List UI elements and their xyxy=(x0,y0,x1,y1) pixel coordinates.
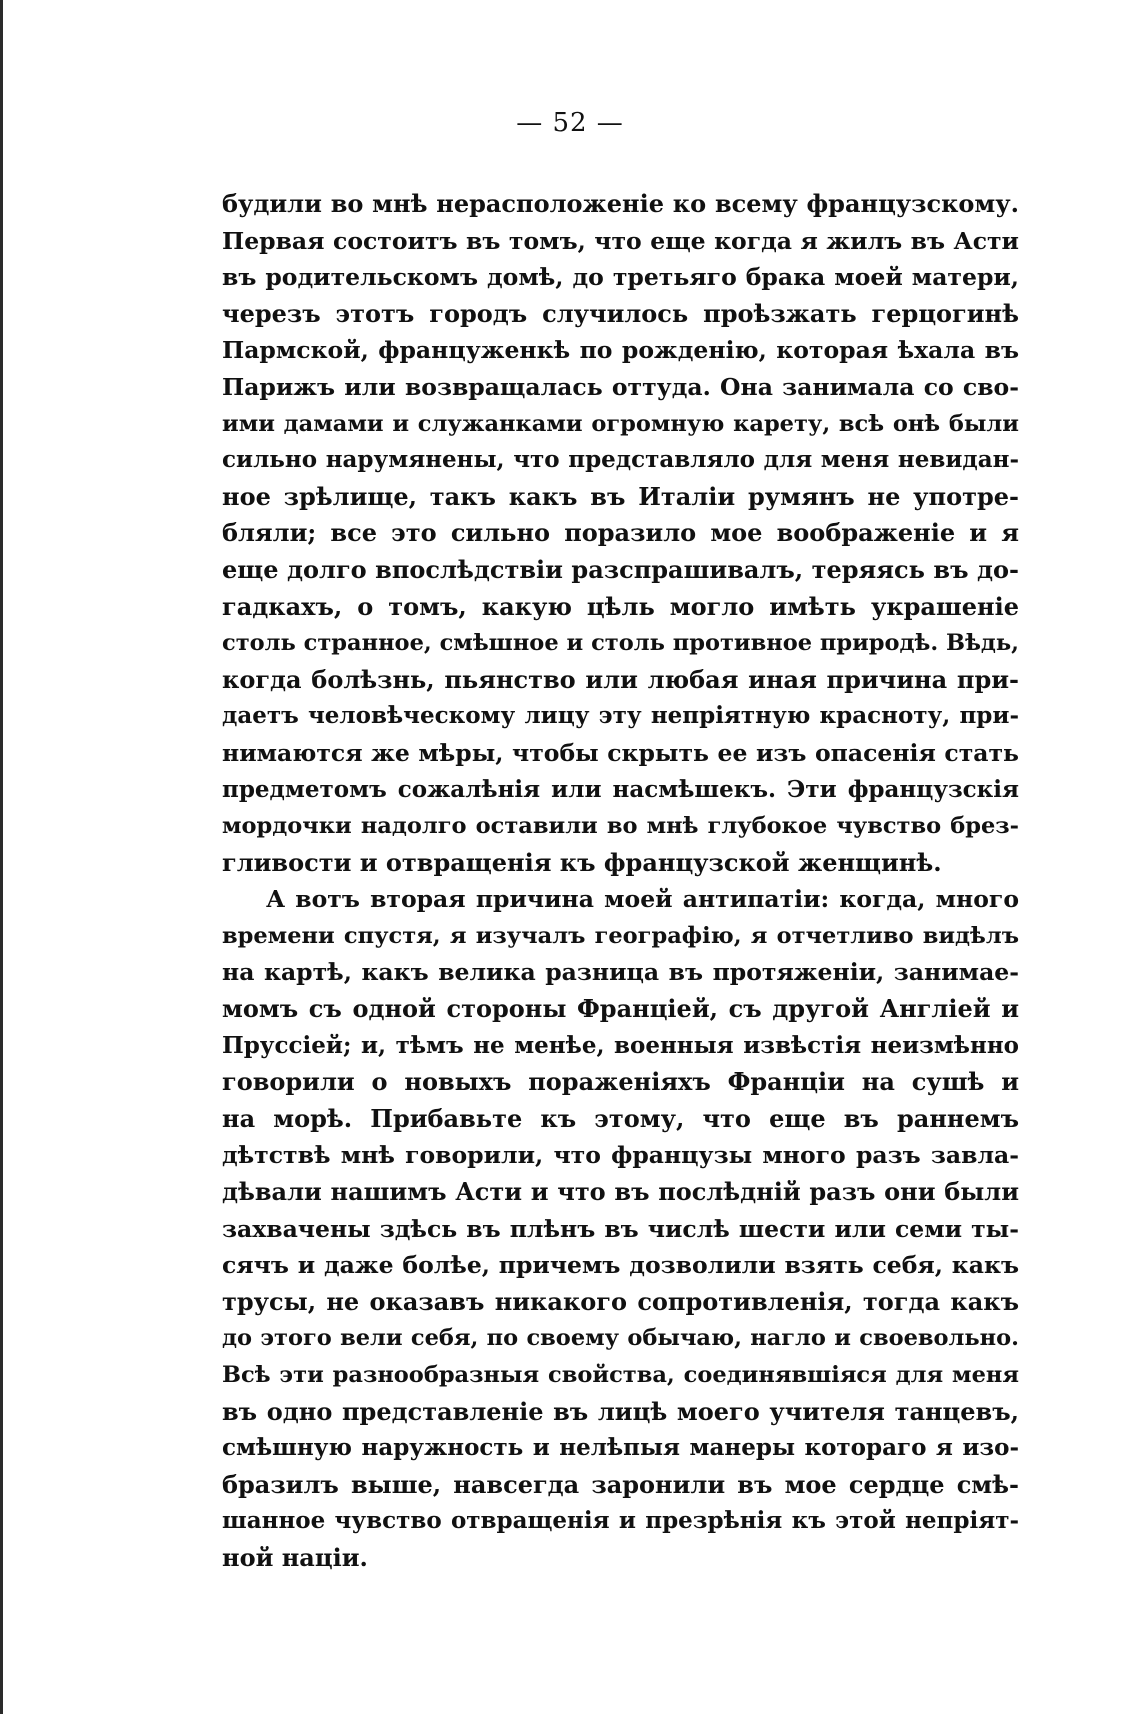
text-line: на морѣ. Прибавьте къ этому, что еще въ раннемъ xyxy=(222,1103,1019,1133)
paragraph-1 xyxy=(222,186,1019,881)
body-text xyxy=(222,186,1019,1577)
text-line: Первая состоитъ въ томъ, что еще когда я жилъ въ Асти xyxy=(222,226,1019,255)
text-line: ное зрѣлище, такъ какъ въ Италіи румянъ не употре- xyxy=(222,481,1019,511)
text-line: дѣтствѣ мнѣ говорили, что французы много разъ завла- xyxy=(222,1141,1019,1170)
text-line: дѣвали нашимъ Асти и что въ послѣдній разъ они были xyxy=(222,1177,1019,1207)
text-line: Пармской, француженкѣ по рожденію, которая ѣхала въ xyxy=(222,336,1019,365)
text-line: на картѣ, какъ велика разница въ протяженіи, занимае- xyxy=(222,958,1019,987)
text-line: до этого вели себя, по своему обычаю, нагло и своевольно. xyxy=(222,1325,1019,1352)
paragraph-2 xyxy=(222,881,1019,1576)
text-line: гадкахъ, о томъ, какую цѣль могло имѣть украшеніе xyxy=(222,591,1019,621)
text-line: бляли; все это сильно поразило мое воображеніе и я xyxy=(222,518,1019,548)
text-line: Парижъ или возвращалась оттуда. Она занимала со сво- xyxy=(222,372,1019,401)
text-line: будили во мнѣ нерасположеніе ко всему французскому. xyxy=(222,189,1019,218)
text-line: момъ съ одной стороны Франціей, съ другой Англіей и xyxy=(222,994,1019,1024)
text-line: еще долго впослѣдствіи разспрашивалъ, теряясь въ до- xyxy=(222,554,1019,584)
text-line: въ родительскомъ домѣ, до третьяго брака моей матери, xyxy=(222,263,1019,292)
text-line: сильно нарумянены, что представляло для меня невидан- xyxy=(222,446,1019,474)
text-line: говорили о новыхъ пораженіяхъ Франціи на сушѣ и xyxy=(222,1067,1019,1097)
text-line: нимаются же мѣры, чтобы скрыть ее изъ опасенія стать xyxy=(222,738,1019,767)
text-line: трусы, не оказавъ никакого сопротивленія, тогда какъ xyxy=(222,1286,1019,1316)
page-number: — 52 — xyxy=(516,108,624,138)
text-line: предметомъ сожалѣнія или насмѣшекъ. Эти французскія xyxy=(222,775,1019,803)
text-line: гливости и отвращенія къ французской женщинѣ. xyxy=(222,847,942,877)
text-line: въ одно представленіе въ лицѣ моего учителя танцевъ, xyxy=(222,1396,1019,1426)
text-line: столь странное, смѣшное и столь противное природѣ. Вѣдь, xyxy=(222,630,1019,657)
text-line: бразилъ выше, навсегда заронили въ мое сердце смѣ- xyxy=(222,1469,1019,1499)
text-line: сячъ и даже болѣе, причемъ дозволили взять себя, какъ xyxy=(222,1251,1019,1280)
text-line: черезъ этотъ городъ случилось проѣзжать герцогинѣ xyxy=(222,298,1019,328)
text-line: А вотъ вторая причина моей антипатіи: когда, много xyxy=(266,885,1019,914)
text-line: захвачены здѣсь въ плѣнъ въ числѣ шести или семи ты- xyxy=(222,1214,1019,1243)
text-line: Пруссіей; и, тѣмъ не менѣе, военныя извѣстія неизмѣнно xyxy=(222,1031,1019,1059)
text-line: смѣшную наружность и нелѣпыя манеры котораго я изо- xyxy=(222,1434,1019,1462)
page-edge-shadow xyxy=(0,0,3,1714)
text-line: даетъ человѣческому лицу эту непріятную красноту, при- xyxy=(222,702,1019,730)
text-line: времени спустя, я изучалъ географію, я отчетливо видѣлъ xyxy=(222,922,1019,949)
text-line: Всѣ эти разнообразныя свойства, соединявшіяся для меня xyxy=(222,1362,1019,1388)
text-line: ими дамами и служанками огромную карету, всѣ онѣ были xyxy=(222,410,1019,437)
text-line: шанное чувство отвращенія и презрѣнія къ этой непріят- xyxy=(222,1507,1019,1535)
text-line: мордочки надолго оставили во мнѣ глубокое чувство брез- xyxy=(222,813,1019,840)
text-line: когда болѣзнь, пьянство или любая иная причина при- xyxy=(222,664,1019,694)
text-line: ной націи. xyxy=(222,1542,368,1572)
